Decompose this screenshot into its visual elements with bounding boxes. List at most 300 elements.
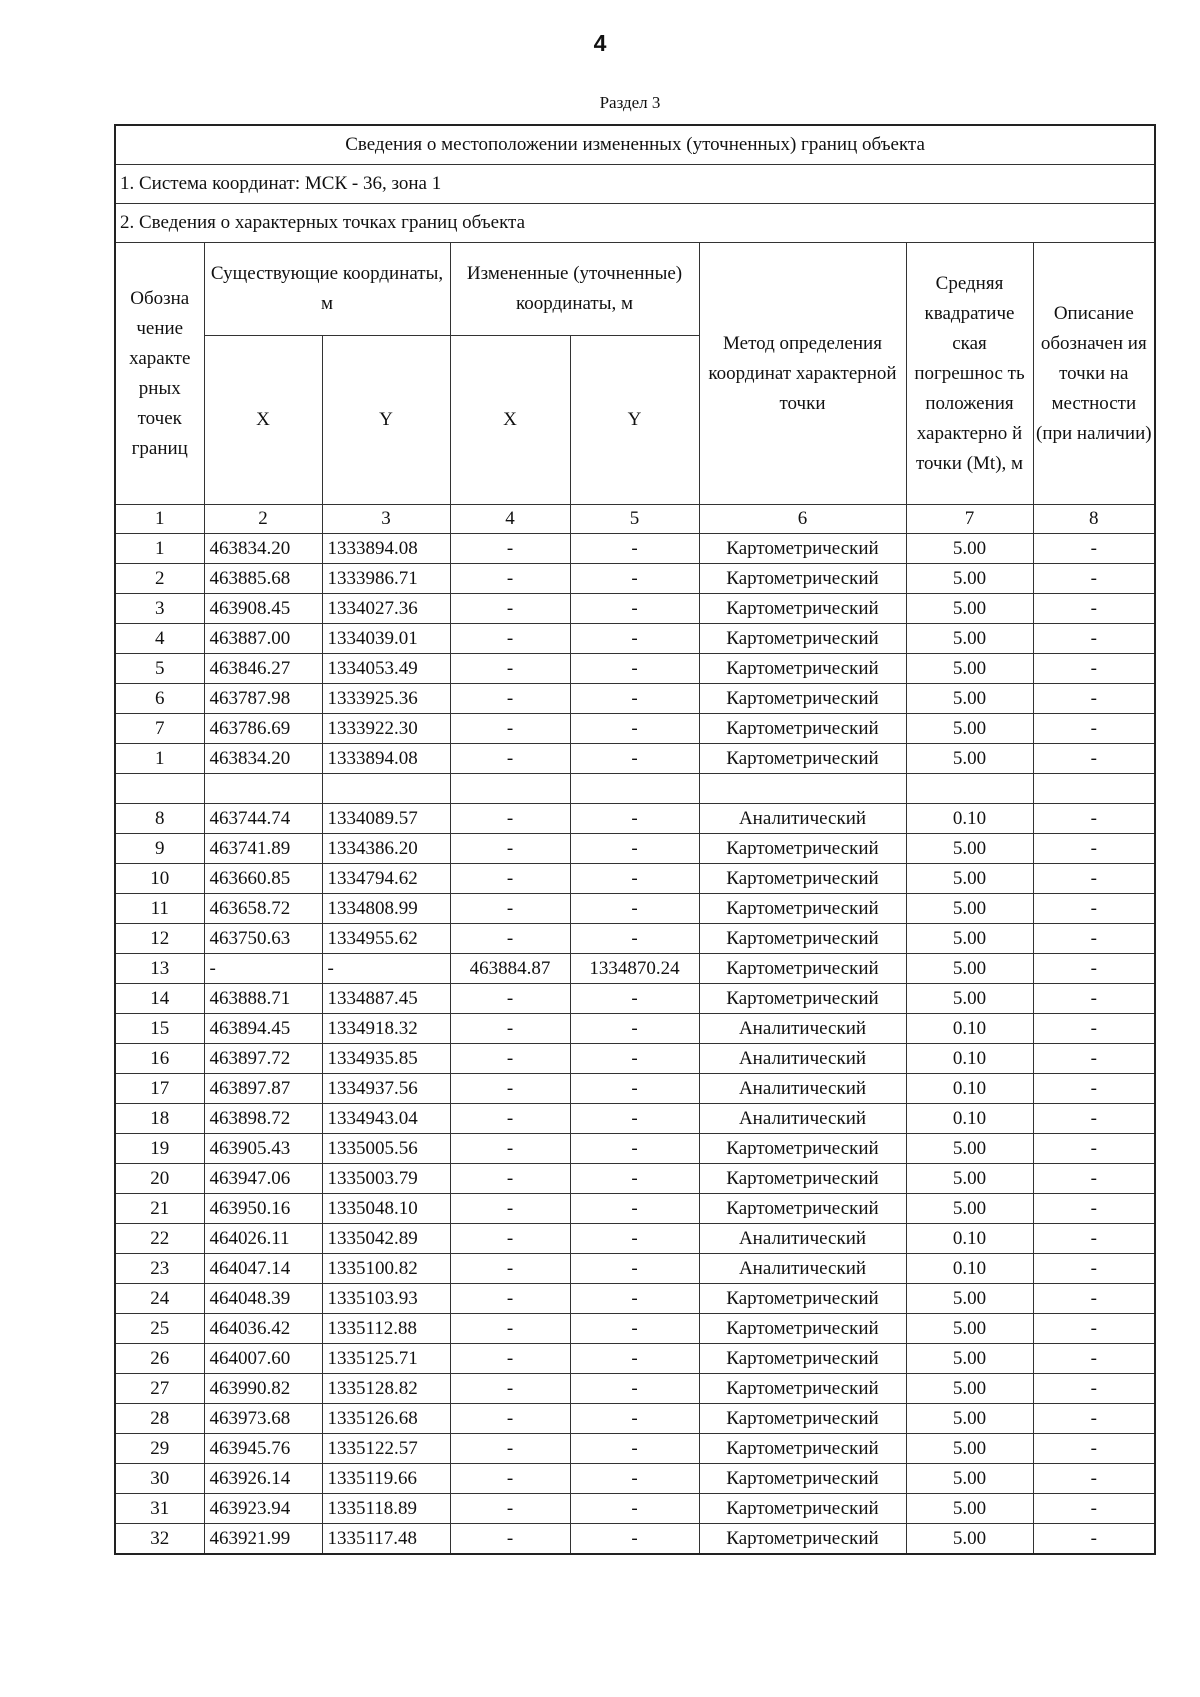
- header-existing-coordinates: Существующие координаты, м: [204, 243, 450, 336]
- method-cell: Картометрический: [699, 624, 906, 654]
- existing-y-cell: 1335103.93: [322, 1284, 450, 1314]
- existing-x-cell: 463947.06: [204, 1164, 322, 1194]
- description-cell: -: [1033, 684, 1155, 714]
- changed-y-cell: -: [570, 534, 699, 564]
- point-id-cell: 5: [115, 654, 204, 684]
- changed-y-cell: -: [570, 1434, 699, 1464]
- point-id-cell: 20: [115, 1164, 204, 1194]
- method-cell: Картометрический: [699, 1164, 906, 1194]
- method-cell: [699, 774, 906, 804]
- method-cell: Аналитический: [699, 804, 906, 834]
- existing-y-cell: 1334887.45: [322, 984, 450, 1014]
- existing-x-cell: 463744.74: [204, 804, 322, 834]
- accuracy-cell: 5.00: [906, 594, 1033, 624]
- existing-y-cell: 1335119.66: [322, 1464, 450, 1494]
- existing-x-cell: 464007.60: [204, 1344, 322, 1374]
- description-cell: -: [1033, 1284, 1155, 1314]
- accuracy-cell: [906, 774, 1033, 804]
- section-label: Раздел 3: [599, 93, 661, 112]
- accuracy-cell: 5.00: [906, 684, 1033, 714]
- method-cell: Картометрический: [699, 1524, 906, 1555]
- changed-x-cell: -: [450, 1194, 570, 1224]
- description-cell: -: [1033, 864, 1155, 894]
- description-cell: -: [1033, 564, 1155, 594]
- existing-x-cell: 463834.20: [204, 534, 322, 564]
- accuracy-cell: 5.00: [906, 744, 1033, 774]
- accuracy-cell: 5.00: [906, 894, 1033, 924]
- table-row: [115, 1134, 1155, 1164]
- point-id-cell: 25: [115, 1314, 204, 1344]
- changed-x-cell: -: [450, 1104, 570, 1134]
- table-row: [115, 1374, 1155, 1404]
- point-id-cell: 19: [115, 1134, 204, 1164]
- header-description: Описание обозначен ия точки на местности (при наличии): [1033, 243, 1155, 505]
- existing-x-cell: 463834.20: [204, 744, 322, 774]
- point-id-cell: 21: [115, 1194, 204, 1224]
- changed-x-cell: -: [450, 1434, 570, 1464]
- table-row: [115, 1014, 1155, 1044]
- changed-x-cell: -: [450, 534, 570, 564]
- accuracy-cell: 5.00: [906, 1464, 1033, 1494]
- header-existing-y: Y: [322, 336, 450, 505]
- point-id-cell: 12: [115, 924, 204, 954]
- changed-y-cell: -: [570, 1074, 699, 1104]
- description-cell: -: [1033, 1464, 1155, 1494]
- existing-y-cell: 1334935.85: [322, 1044, 450, 1074]
- method-cell: Картометрический: [699, 1374, 906, 1404]
- changed-y-cell: -: [570, 1314, 699, 1344]
- table-row: [115, 1164, 1155, 1194]
- changed-y-cell: -: [570, 1044, 699, 1074]
- changed-x-cell: -: [450, 1134, 570, 1164]
- existing-x-cell: 463923.94: [204, 1494, 322, 1524]
- header-changed-y: Y: [570, 336, 699, 505]
- method-cell: Картометрический: [699, 564, 906, 594]
- existing-y-cell: 1335118.89: [322, 1494, 450, 1524]
- table-row: [115, 714, 1155, 744]
- changed-y-cell: -: [570, 564, 699, 594]
- method-cell: Аналитический: [699, 1224, 906, 1254]
- description-cell: -: [1033, 804, 1155, 834]
- changed-x-cell: -: [450, 564, 570, 594]
- changed-y-cell: -: [570, 1254, 699, 1284]
- changed-x-cell: -: [450, 624, 570, 654]
- existing-y-cell: -: [322, 954, 450, 984]
- changed-x-cell: -: [450, 684, 570, 714]
- existing-x-cell: 463885.68: [204, 564, 322, 594]
- existing-x-cell: 463658.72: [204, 894, 322, 924]
- existing-y-cell: 1333925.36: [322, 684, 450, 714]
- accuracy-cell: 0.10: [906, 1254, 1033, 1284]
- changed-y-cell: -: [570, 1464, 699, 1494]
- existing-x-cell: 463897.72: [204, 1044, 322, 1074]
- point-id-cell: 14: [115, 984, 204, 1014]
- changed-y-cell: -: [570, 1524, 699, 1555]
- changed-y-cell: -: [570, 834, 699, 864]
- method-cell: Картометрический: [699, 534, 906, 564]
- existing-y-cell: 1335117.48: [322, 1524, 450, 1555]
- existing-x-cell: 463887.00: [204, 624, 322, 654]
- point-id-cell: 23: [115, 1254, 204, 1284]
- changed-y-cell: -: [570, 894, 699, 924]
- point-id-cell: 7: [115, 714, 204, 744]
- table-row: [115, 1194, 1155, 1224]
- existing-x-cell: 463787.98: [204, 684, 322, 714]
- existing-y-cell: 1335005.56: [322, 1134, 450, 1164]
- changed-y-cell: -: [570, 924, 699, 954]
- accuracy-cell: 5.00: [906, 1404, 1033, 1434]
- description-cell: -: [1033, 1164, 1155, 1194]
- description-cell: -: [1033, 1314, 1155, 1344]
- changed-y-cell: -: [570, 864, 699, 894]
- point-id-cell: 29: [115, 1434, 204, 1464]
- accuracy-cell: 0.10: [906, 1044, 1033, 1074]
- changed-x-cell: -: [450, 714, 570, 744]
- changed-x-cell: -: [450, 1314, 570, 1344]
- table-row: [115, 1254, 1155, 1284]
- existing-y-cell: 1334053.49: [322, 654, 450, 684]
- accuracy-cell: 5.00: [906, 834, 1033, 864]
- changed-x-cell: [450, 774, 570, 804]
- changed-x-cell: -: [450, 1464, 570, 1494]
- description-cell: -: [1033, 1134, 1155, 1164]
- changed-x-cell: -: [450, 1254, 570, 1284]
- point-id-cell: 27: [115, 1374, 204, 1404]
- changed-x-cell: -: [450, 1284, 570, 1314]
- changed-x-cell: -: [450, 1164, 570, 1194]
- changed-y-cell: -: [570, 624, 699, 654]
- accuracy-cell: 5.00: [906, 1134, 1033, 1164]
- column-number: 2: [204, 505, 322, 534]
- method-cell: Картометрический: [699, 1404, 906, 1434]
- existing-y-cell: 1333894.08: [322, 744, 450, 774]
- existing-x-cell: 463990.82: [204, 1374, 322, 1404]
- accuracy-cell: 5.00: [906, 564, 1033, 594]
- existing-y-cell: 1335126.68: [322, 1404, 450, 1434]
- method-cell: Картометрический: [699, 1314, 906, 1344]
- method-cell: Картометрический: [699, 924, 906, 954]
- accuracy-cell: 5.00: [906, 1314, 1033, 1344]
- table-row: [115, 1434, 1155, 1464]
- changed-x-cell: -: [450, 1224, 570, 1254]
- table-row: [115, 744, 1155, 774]
- method-cell: Аналитический: [699, 1254, 906, 1284]
- point-id-cell: 8: [115, 804, 204, 834]
- method-cell: Картометрический: [699, 654, 906, 684]
- changed-y-cell: -: [570, 1344, 699, 1374]
- accuracy-cell: 5.00: [906, 1344, 1033, 1374]
- table-row: [115, 834, 1155, 864]
- column-number: 6: [699, 505, 906, 534]
- point-id-cell: 26: [115, 1344, 204, 1374]
- table-row: [115, 894, 1155, 924]
- existing-y-cell: 1335122.57: [322, 1434, 450, 1464]
- description-cell: -: [1033, 1344, 1155, 1374]
- existing-y-cell: 1334808.99: [322, 894, 450, 924]
- existing-y-cell: 1334386.20: [322, 834, 450, 864]
- existing-y-cell: 1335112.88: [322, 1314, 450, 1344]
- column-number: 3: [322, 505, 450, 534]
- existing-x-cell: 463888.71: [204, 984, 322, 1014]
- changed-y-cell: -: [570, 984, 699, 1014]
- column-number: 7: [906, 505, 1033, 534]
- table-row: [115, 564, 1155, 594]
- description-cell: -: [1033, 1374, 1155, 1404]
- accuracy-cell: 5.00: [906, 1494, 1033, 1524]
- table-row: [115, 1104, 1155, 1134]
- existing-y-cell: 1334943.04: [322, 1104, 450, 1134]
- table-title: Сведения о местоположении измененных (уточненных) границ объекта: [115, 125, 1155, 165]
- point-id-cell: 17: [115, 1074, 204, 1104]
- method-cell: Картометрический: [699, 1284, 906, 1314]
- accuracy-cell: 5.00: [906, 534, 1033, 564]
- existing-x-cell: 463921.99: [204, 1524, 322, 1555]
- existing-y-cell: [322, 774, 450, 804]
- changed-y-cell: -: [570, 1494, 699, 1524]
- coordinate-system: 1. Система координат: МСК - 36, зона 1: [115, 165, 1155, 204]
- point-id-cell: 24: [115, 1284, 204, 1314]
- description-cell: -: [1033, 1494, 1155, 1524]
- changed-x-cell: -: [450, 654, 570, 684]
- existing-x-cell: 463973.68: [204, 1404, 322, 1434]
- existing-x-cell: -: [204, 954, 322, 984]
- table-row: [115, 534, 1155, 564]
- method-cell: Картометрический: [699, 684, 906, 714]
- column-number: 1: [115, 505, 204, 534]
- point-id-cell: 32: [115, 1524, 204, 1555]
- method-cell: Картометрический: [699, 894, 906, 924]
- description-cell: -: [1033, 1434, 1155, 1464]
- accuracy-cell: 5.00: [906, 1194, 1033, 1224]
- method-cell: Картометрический: [699, 864, 906, 894]
- existing-x-cell: 463846.27: [204, 654, 322, 684]
- existing-y-cell: 1333986.71: [322, 564, 450, 594]
- existing-x-cell: 463660.85: [204, 864, 322, 894]
- method-cell: Картометрический: [699, 1344, 906, 1374]
- table-row: [115, 954, 1155, 984]
- accuracy-cell: 0.10: [906, 804, 1033, 834]
- points-heading: 2. Сведения о характерных точках границ объекта: [115, 204, 1155, 243]
- existing-y-cell: 1334089.57: [322, 804, 450, 834]
- changed-x-cell: -: [450, 1494, 570, 1524]
- existing-x-cell: 463950.16: [204, 1194, 322, 1224]
- column-number: 8: [1033, 505, 1155, 534]
- changed-x-cell: 463884.87: [450, 954, 570, 984]
- changed-x-cell: -: [450, 804, 570, 834]
- accuracy-cell: 5.00: [906, 624, 1033, 654]
- existing-y-cell: 1334027.36: [322, 594, 450, 624]
- description-cell: -: [1033, 924, 1155, 954]
- existing-x-cell: 464048.39: [204, 1284, 322, 1314]
- description-cell: [1033, 774, 1155, 804]
- point-id-cell: 16: [115, 1044, 204, 1074]
- existing-x-cell: 464026.11: [204, 1224, 322, 1254]
- description-cell: -: [1033, 954, 1155, 984]
- table-row: [115, 594, 1155, 624]
- changed-x-cell: -: [450, 594, 570, 624]
- coordinates-table: [114, 124, 1156, 1555]
- description-cell: -: [1033, 1194, 1155, 1224]
- changed-y-cell: -: [570, 1134, 699, 1164]
- table-row: [115, 804, 1155, 834]
- changed-y-cell: -: [570, 744, 699, 774]
- changed-y-cell: -: [570, 1284, 699, 1314]
- description-cell: -: [1033, 1044, 1155, 1074]
- method-cell: Картометрический: [699, 1464, 906, 1494]
- method-cell: Картометрический: [699, 1194, 906, 1224]
- point-id-cell: 1: [115, 534, 204, 564]
- column-number: 4: [450, 505, 570, 534]
- method-cell: Картометрический: [699, 954, 906, 984]
- table-row: [115, 1284, 1155, 1314]
- changed-y-cell: [570, 774, 699, 804]
- table-row: [115, 684, 1155, 714]
- accuracy-cell: 0.10: [906, 1104, 1033, 1134]
- changed-x-cell: -: [450, 1524, 570, 1555]
- accuracy-cell: 5.00: [906, 1524, 1033, 1555]
- description-cell: -: [1033, 654, 1155, 684]
- method-cell: Картометрический: [699, 1134, 906, 1164]
- description-cell: -: [1033, 1404, 1155, 1434]
- existing-y-cell: 1334794.62: [322, 864, 450, 894]
- accuracy-cell: 0.10: [906, 1014, 1033, 1044]
- table-row: [115, 1494, 1155, 1524]
- changed-x-cell: -: [450, 1344, 570, 1374]
- accuracy-cell: 5.00: [906, 954, 1033, 984]
- header-changed-x: X: [450, 336, 570, 505]
- existing-y-cell: 1334937.56: [322, 1074, 450, 1104]
- header-designation: Обозна чение характе рных точек границ: [115, 243, 204, 505]
- accuracy-cell: 5.00: [906, 864, 1033, 894]
- changed-y-cell: -: [570, 1104, 699, 1134]
- changed-x-cell: -: [450, 1014, 570, 1044]
- existing-x-cell: 463908.45: [204, 594, 322, 624]
- point-id-cell: 2: [115, 564, 204, 594]
- table-row: [115, 1044, 1155, 1074]
- accuracy-cell: 5.00: [906, 1374, 1033, 1404]
- accuracy-cell: 0.10: [906, 1074, 1033, 1104]
- existing-y-cell: 1334918.32: [322, 1014, 450, 1044]
- changed-y-cell: -: [570, 594, 699, 624]
- point-id-cell: [115, 774, 204, 804]
- column-number: 5: [570, 505, 699, 534]
- method-cell: Картометрический: [699, 984, 906, 1014]
- accuracy-cell: 0.10: [906, 1224, 1033, 1254]
- table-row: [115, 774, 1155, 804]
- changed-y-cell: -: [570, 684, 699, 714]
- changed-y-cell: -: [570, 1014, 699, 1044]
- description-cell: -: [1033, 1254, 1155, 1284]
- changed-x-cell: -: [450, 834, 570, 864]
- existing-x-cell: 463945.76: [204, 1434, 322, 1464]
- method-cell: Аналитический: [699, 1074, 906, 1104]
- method-cell: Аналитический: [699, 1014, 906, 1044]
- point-id-cell: 15: [115, 1014, 204, 1044]
- existing-x-cell: 463926.14: [204, 1464, 322, 1494]
- method-cell: Аналитический: [699, 1044, 906, 1074]
- point-id-cell: 30: [115, 1464, 204, 1494]
- accuracy-cell: 5.00: [906, 924, 1033, 954]
- method-cell: Картометрический: [699, 1434, 906, 1464]
- description-cell: -: [1033, 534, 1155, 564]
- changed-x-cell: -: [450, 744, 570, 774]
- changed-x-cell: -: [450, 984, 570, 1014]
- point-id-cell: 9: [115, 834, 204, 864]
- description-cell: -: [1033, 1104, 1155, 1134]
- description-cell: -: [1033, 1074, 1155, 1104]
- existing-x-cell: 463894.45: [204, 1014, 322, 1044]
- table-row: [115, 864, 1155, 894]
- description-cell: -: [1033, 1014, 1155, 1044]
- description-cell: -: [1033, 714, 1155, 744]
- existing-x-cell: 464036.42: [204, 1314, 322, 1344]
- point-id-cell: 3: [115, 594, 204, 624]
- changed-y-cell: 1334870.24: [570, 954, 699, 984]
- point-id-cell: 10: [115, 864, 204, 894]
- table-row: [115, 924, 1155, 954]
- changed-y-cell: -: [570, 1404, 699, 1434]
- description-cell: -: [1033, 624, 1155, 654]
- accuracy-cell: 5.00: [906, 1434, 1033, 1464]
- table-row: [115, 654, 1155, 684]
- changed-x-cell: -: [450, 1044, 570, 1074]
- table-row: [115, 1524, 1155, 1555]
- accuracy-cell: 5.00: [906, 984, 1033, 1014]
- existing-x-cell: 463750.63: [204, 924, 322, 954]
- description-cell: -: [1033, 984, 1155, 1014]
- existing-y-cell: 1333922.30: [322, 714, 450, 744]
- table-row: [115, 1074, 1155, 1104]
- point-id-cell: 18: [115, 1104, 204, 1134]
- changed-y-cell: -: [570, 654, 699, 684]
- accuracy-cell: 5.00: [906, 1284, 1033, 1314]
- page-number: 4: [593, 30, 607, 56]
- existing-y-cell: 1335125.71: [322, 1344, 450, 1374]
- method-cell: Картометрический: [699, 834, 906, 864]
- existing-y-cell: 1335003.79: [322, 1164, 450, 1194]
- table-row: [115, 1314, 1155, 1344]
- table-row: [115, 1404, 1155, 1434]
- existing-y-cell: 1333894.08: [322, 534, 450, 564]
- existing-x-cell: 463905.43: [204, 1134, 322, 1164]
- header-existing-x: X: [204, 336, 322, 505]
- description-cell: -: [1033, 594, 1155, 624]
- method-cell: Картометрический: [699, 594, 906, 624]
- changed-x-cell: -: [450, 1404, 570, 1434]
- method-cell: Аналитический: [699, 1104, 906, 1134]
- changed-y-cell: -: [570, 1164, 699, 1194]
- table-row: [115, 1464, 1155, 1494]
- existing-y-cell: 1335100.82: [322, 1254, 450, 1284]
- method-cell: Картометрический: [699, 744, 906, 774]
- existing-x-cell: 463898.72: [204, 1104, 322, 1134]
- existing-x-cell: 463786.69: [204, 714, 322, 744]
- method-cell: Картометрический: [699, 1494, 906, 1524]
- point-id-cell: 22: [115, 1224, 204, 1254]
- point-id-cell: 28: [115, 1404, 204, 1434]
- changed-x-cell: -: [450, 894, 570, 924]
- accuracy-cell: 5.00: [906, 1164, 1033, 1194]
- point-id-cell: 31: [115, 1494, 204, 1524]
- changed-y-cell: -: [570, 714, 699, 744]
- changed-x-cell: -: [450, 864, 570, 894]
- table-row: [115, 1344, 1155, 1374]
- changed-x-cell: -: [450, 1074, 570, 1104]
- header-changed-coordinates: Измененные (уточненные) координаты, м: [450, 243, 699, 336]
- changed-y-cell: -: [570, 1194, 699, 1224]
- existing-x-cell: 463897.87: [204, 1074, 322, 1104]
- accuracy-cell: 5.00: [906, 714, 1033, 744]
